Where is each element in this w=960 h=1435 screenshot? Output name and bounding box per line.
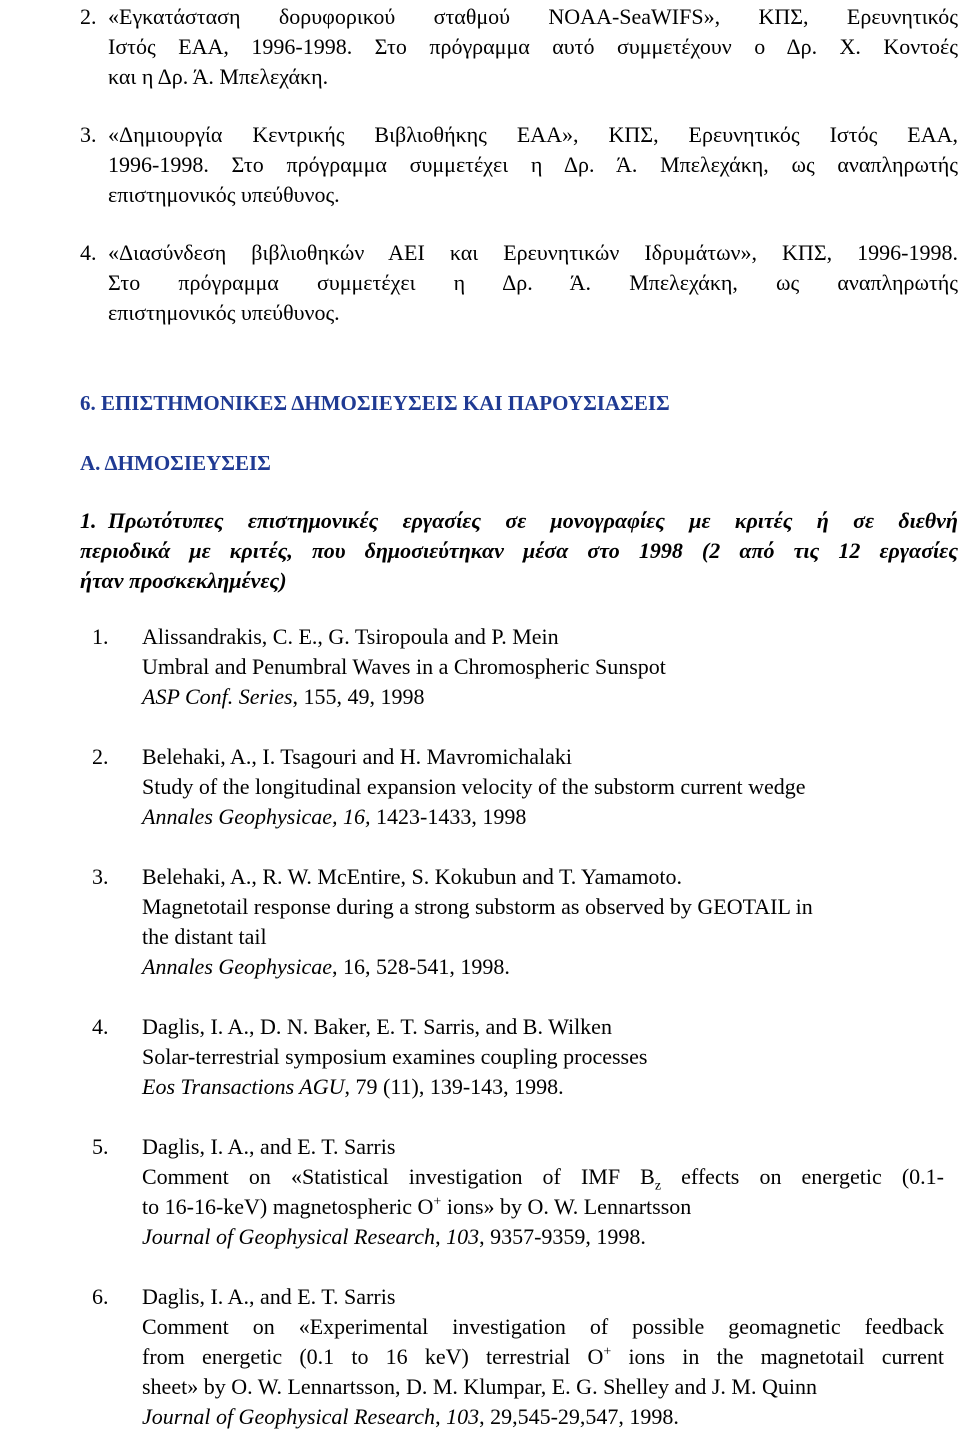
intro-item-3-line-3: επιστημονικός υπεύθυνος. xyxy=(108,182,340,207)
intro-item-3-line-1: «Δημιουργία Κεντρικής Βιβλιοθήκης ΕΑΑ», ΚΠΣ, Ερευνητικός Ιστός ΕΑΑ, xyxy=(108,122,958,147)
publication-journal: ASP Conf. Series xyxy=(142,684,293,709)
title-text-rest: effects on energetic (0.1- xyxy=(661,1164,944,1189)
title-superscript: + xyxy=(603,1344,612,1360)
publication-authors: Belehaki, A., R. W. McEntire, S. Kokubun and T. Yamamoto. xyxy=(142,864,682,889)
publication-title-line-2: the distant tail xyxy=(142,924,267,949)
publication-details: , 155, 49, 1998 xyxy=(292,684,425,709)
publication-citation xyxy=(142,1072,564,1102)
publication-authors: Daglis, I. A., and E. T. Sarris xyxy=(142,1284,396,1309)
publication-citation xyxy=(142,682,425,712)
publication-title-line-1: Comment on «Experimental investigation of possible geomagnetic feedback xyxy=(142,1314,944,1339)
publication-title-line-1: Magnetotail response during a strong substorm as observed by GEOTAIL in xyxy=(142,894,813,919)
publication-title-line-3: sheet» by O. W. Lennartsson, D. M. Klumpar, E. G. Shelley and J. M. Quinn xyxy=(142,1374,817,1399)
publication-journal: Annales Geophysicae xyxy=(142,954,332,979)
title-text: to 16-16-keV) magnetospheric O xyxy=(142,1194,434,1219)
publication-details: , 29,545-29,547, 1998. xyxy=(479,1404,679,1429)
publication-authors: Alissandrakis, C. E., G. Tsiropoula and P. Mein xyxy=(142,624,559,649)
title-superscript: + xyxy=(433,1194,442,1210)
publication-volume: 103 xyxy=(446,1404,480,1429)
publication-number: 6. xyxy=(92,1284,109,1309)
publication-journal: Annales Geophysicae, 16, xyxy=(142,804,371,829)
publication-citation xyxy=(142,802,526,832)
title-text: Comment on «Statistical investigation of IMF B xyxy=(142,1164,655,1189)
publication-number: 5. xyxy=(92,1134,109,1159)
publication-citation xyxy=(142,952,510,982)
intro-item-4-number: 4. xyxy=(80,240,97,265)
intro-item-2-number: 2. xyxy=(80,4,97,29)
intro-item-3-line-2: 1996-1998. Στο πρόγραμμα συμμετέχει η Δρ. Ά. Μπελεχάκη, ως αναπληρωτής xyxy=(108,152,958,177)
section-heading: 6. ΕΠΙΣΤΗΜΟΝΙΚΕΣ ΔΗΜΟΣΙΕΥΣΕΙΣ ΚΑΙ ΠΑΡΟΥΣΙΑΣΕΙΣ xyxy=(80,391,670,415)
publication-number: 1. xyxy=(92,624,109,649)
publication-title: Umbral and Penumbral Waves in a Chromospheric Sunspot xyxy=(142,654,666,679)
category-line-2: περιοδικά με κριτές, που δημοσιεύτηκαν μέσα στο 1998 (2 από τις 12 εργασίες xyxy=(80,538,958,563)
publication-journal: Journal of Geophysical Research xyxy=(142,1404,436,1429)
publication-journal: Journal of Geophysical Research xyxy=(142,1224,436,1249)
publication-citation: Journal of Geophysical Research, 103, 9357-9359, 1998. xyxy=(142,1224,646,1249)
publication-journal: Eos Transactions AGU xyxy=(142,1074,345,1099)
publication-title: Study of the longitudinal expansion velocity of the substorm current wedge xyxy=(142,774,806,799)
intro-item-2-line-2: Ιστός ΕΑΑ, 1996-1998. Στο πρόγραμμα αυτό συμμετέχουν ο Δρ. Χ. Κοντοές xyxy=(108,34,958,59)
intro-item-3-number: 3. xyxy=(80,122,97,147)
publication-number: 3. xyxy=(92,864,109,889)
intro-item-2-line-1: «Εγκατάσταση δορυφορικού σταθμού NOAA-SeaWIFS», ΚΠΣ, Ερευνητικός xyxy=(108,4,958,29)
publication-details: 1423-1433, 1998 xyxy=(370,804,527,829)
publication-details: , 9357-9359, 1998. xyxy=(479,1224,646,1249)
publication-title-line-1 xyxy=(142,1162,944,1192)
title-text-rest: ions in the magnetotail current xyxy=(611,1344,944,1369)
intro-item-4-line-3: επιστημονικός υπεύθυνος. xyxy=(108,300,340,325)
category-line-1: Πρωτότυπες επιστημονικές εργασίες σε μονογραφίες με κριτές ή σε διεθνή xyxy=(108,508,958,533)
title-text: from energetic (0.1 to 16 keV) terrestrial O xyxy=(142,1344,604,1369)
section-subheading: Α. ΔΗΜΟΣΙΕΥΣΕΙΣ xyxy=(80,451,271,475)
publication-authors: Daglis, I. A., and E. T. Sarris xyxy=(142,1134,396,1159)
publication-authors: Belehaki, A., I. Tsagouri and H. Mavromichalaki xyxy=(142,744,573,769)
publication-number: 4. xyxy=(92,1014,109,1039)
title-subscript: z xyxy=(654,1178,662,1194)
publication-authors: Daglis, I. A., D. N. Baker, E. T. Sarris, and B. Wilken xyxy=(142,1014,612,1039)
publication-title: Solar-terrestrial symposium examines coupling processes xyxy=(142,1044,648,1069)
intro-item-4-line-1: «Διασύνδεση βιβλιοθηκών ΑΕΙ και Ερευνητικών Ιδρυμάτων», ΚΠΣ, 1996-1998. xyxy=(108,240,958,265)
publication-title-line-2 xyxy=(142,1192,691,1222)
intro-item-2-line-3: και η Δρ. Ά. Μπελεχάκη. xyxy=(108,64,329,89)
publication-title-line-2 xyxy=(142,1342,944,1372)
publication-volume: 103 xyxy=(446,1224,480,1249)
publication-number: 2. xyxy=(92,744,109,769)
category-number: 1. xyxy=(80,508,97,533)
intro-item-4-line-2: Στο πρόγραμμα συμμετέχει η Δρ. Ά. Μπελεχάκη, ως αναπληρωτής xyxy=(108,270,958,295)
category-line-3: ήταν προσκεκλημένες) xyxy=(80,568,287,593)
publication-details: , 79 (11), 139-143, 1998. xyxy=(344,1074,564,1099)
title-text-rest: ions» by O. W. Lennartsson xyxy=(441,1194,692,1219)
publication-citation: Journal of Geophysical Research, 103, 29,545-29,547, 1998. xyxy=(142,1404,679,1429)
publication-details: , 16, 528-541, 1998. xyxy=(332,954,510,979)
